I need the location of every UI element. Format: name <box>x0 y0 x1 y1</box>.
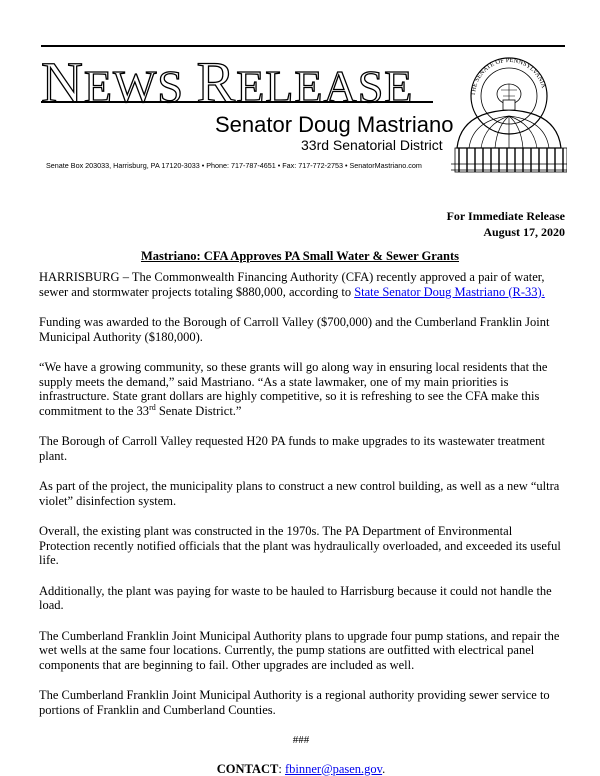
end-mark: ### <box>292 734 310 746</box>
office-contact-line: Senate Box 203033, Harrisburg, PA 17120-3033 • Phone: 717-787-4651 • Fax: 717-772-2753 • SenatorMastriano.com <box>46 161 422 170</box>
news-release-masthead: NEWS RELEASE <box>41 50 414 115</box>
release-date: August 17, 2020 <box>483 225 565 239</box>
senatorial-district: 33rd Senatorial District <box>301 137 443 153</box>
paragraph: The Borough of Carroll Valley requested H20 PA funds to make upgrades to its wastewater treatment plant. <box>39 434 545 463</box>
contact-email-link[interactable]: fbinner@pasen.gov <box>284 761 383 776</box>
contact-line: CONTACT: fbinner@pasen.gov. <box>216 761 386 776</box>
paragraph: The Cumberland Franklin Joint Municipal Authority plans to upgrade four pump stations, and repair the wet wells at the same four locations. Currently, the pump stations are outfitted with electrical panel components that are beginning to fail. Other upgrades are included as well. <box>39 628 560 672</box>
capitol-dome-seal-icon <box>445 52 567 174</box>
release-label: For Immediate Release <box>446 209 565 223</box>
article-body <box>39 270 563 776</box>
paragraph: As part of the project, the municipality plans to construct a new control building, as well as a new “ultra violet” disinfection system. <box>39 479 560 508</box>
paragraph: Overall, the existing plant was constructed in the 1970s. The PA Department of Environmental Protection recently notified officials that the plant was hydraulically overloaded, and exceeded its useful life. <box>39 524 561 567</box>
paragraph: Additionally, the plant was paying for waste to be hauled to Harrisburg because it could not handle the load. <box>39 583 552 612</box>
senator-name: Senator Doug Mastriano <box>215 112 454 137</box>
paragraph: Funding was awarded to the Borough of Carroll Valley ($700,000) and the Cumberland Franklin Joint Municipal Authority ($180,000). <box>39 315 550 344</box>
senator-link[interactable]: State Senator Doug Mastriano (R-33). <box>354 284 545 299</box>
paragraph: “We have a growing community, so these grants will go along way in ensuring local residents that the supply meets the demand,” said Mastriano. “As a state lawmaker, one of my main priorities is infrastructure. State grant dollars are highly competitive, so it is refreshing to see the CFA make this commitment to the 33rd Senate District.” <box>39 360 548 418</box>
paragraph: HARRISBURG – The Commonwealth Financing Authority (CFA) recently approved a pair of water, sewer and stormwater projects totaling $880,000, according to State Senator Doug Mastriano (R-33). <box>39 270 545 299</box>
headline: Mastriano: CFA Approves PA Small Water & Sewer Grants <box>140 249 460 263</box>
contact-label: CONTACT <box>216 761 279 776</box>
paragraph: The Cumberland Franklin Joint Municipal Authority is a regional authority providing sewer service to portions of Franklin and Cumberland Counties. <box>39 688 550 717</box>
release-info <box>447 208 565 240</box>
seal-text: THE SENATE OF PENNSYLVANIA <box>469 56 548 97</box>
top-rule <box>41 45 565 47</box>
masthead-rule <box>41 101 433 103</box>
